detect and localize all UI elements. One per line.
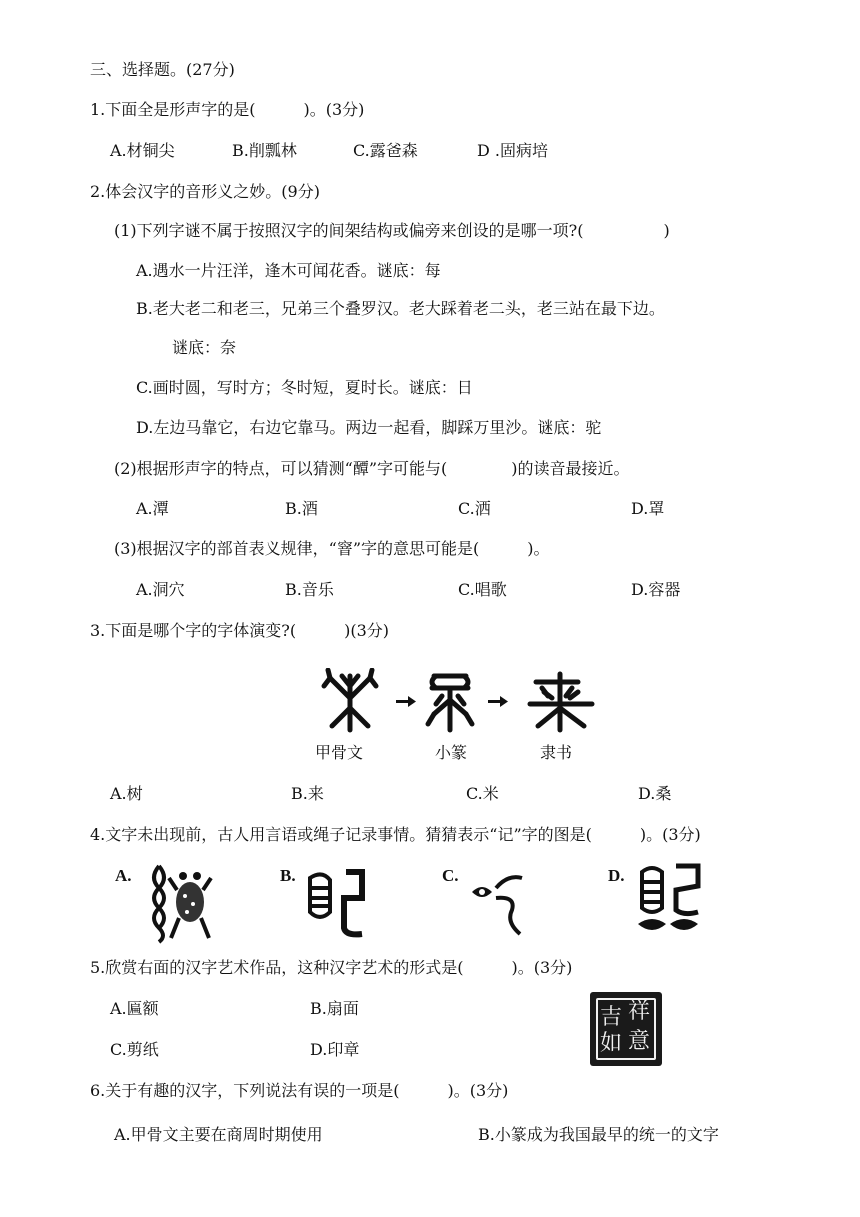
q6-option-b[interactable]: B.小篆成为我国最早的统一的文字 xyxy=(478,1125,719,1144)
q2-sub1-option-b[interactable]: B.老大老二和老三，兄弟三个叠罗汉。老大踩着老二头，老三站在最下边。 xyxy=(136,299,665,318)
q4-picture-label-b[interactable]: B. xyxy=(280,866,296,885)
q4-picture-d-mouth-knot[interactable] xyxy=(632,862,704,944)
q2-sub2-option-a[interactable]: A.潭 xyxy=(136,499,169,518)
question-5-stem: 5.欣赏右面的汉字艺术作品，这种汉字艺术的形式是( )。(3分) xyxy=(90,958,573,977)
q2-sub2-option-d[interactable]: D.罩 xyxy=(631,499,665,518)
q3-option-c[interactable]: C.米 xyxy=(466,784,499,803)
q5-option-b[interactable]: B.扇面 xyxy=(310,999,359,1018)
question-4-stem: 4.文字未出现前，古人用言语或绳子记录事情。猜猜表示“记”字的图是( )。(3分) xyxy=(90,825,701,844)
q4-picture-b-knot[interactable] xyxy=(300,866,370,942)
seal-char: 祥 xyxy=(628,999,651,1024)
q2-sub3-option-b[interactable]: B.音乐 xyxy=(285,580,334,599)
q2-sub2-option-c[interactable]: C.洒 xyxy=(458,499,491,518)
arrow-icon xyxy=(488,696,508,707)
frog-icon xyxy=(169,872,211,938)
evolution-label-small-seal: 小篆 xyxy=(435,743,468,762)
q2-sub1-option-b-answer: 谜底：奈 xyxy=(172,338,237,357)
q6-option-a[interactable]: A.甲骨文主要在商周时期使用 xyxy=(114,1125,323,1144)
question-3-stem: 3.下面是哪个字的字体演变?( )(3分) xyxy=(90,621,389,640)
seal-artwork xyxy=(590,992,662,1066)
q2-sub2-option-b[interactable]: B.酒 xyxy=(285,499,318,518)
script-evolution-figure xyxy=(316,668,606,734)
q1-option-c[interactable]: C.露爸森 xyxy=(353,141,418,160)
section-title: 三、选择题。(27分) xyxy=(90,60,235,79)
q2-sub2-stem: (2)根据形声字的特点，可以猜测“醰”字可能与( )的读音最接近。 xyxy=(114,459,630,478)
question-1-stem: 1.下面全是形声字的是( )。(3分) xyxy=(90,100,365,119)
question-2-stem: 2.体会汉字的音形义之妙。(9分) xyxy=(90,182,320,201)
q4-picture-a-frog-rope[interactable] xyxy=(145,862,215,944)
q2-sub3-option-d[interactable]: D.容器 xyxy=(631,580,681,599)
evolution-label-clerical: 隶书 xyxy=(540,743,573,762)
q5-option-c[interactable]: C.剪纸 xyxy=(110,1040,159,1059)
q1-option-d[interactable]: D .固病培 xyxy=(477,141,549,160)
q4-picture-label-a[interactable]: A. xyxy=(115,866,132,885)
q2-sub1-option-d[interactable]: D.左边马靠它，右边它靠马。两边一起看，脚踩万里沙。谜底：驼 xyxy=(136,418,602,437)
q4-picture-label-d[interactable]: D. xyxy=(608,866,625,885)
arrow-icon xyxy=(396,696,416,707)
q2-sub1-option-a[interactable]: A.遇水一片汪洋，逢木可闻花香。谜底：每 xyxy=(136,261,441,280)
seal-char: 如 xyxy=(600,1031,623,1056)
q2-sub1-stem: (1)下列字谜不属于按照汉字的间架结构或偏旁来创设的是哪一项?( ) xyxy=(114,221,670,240)
q1-option-b[interactable]: B.削瓢林 xyxy=(232,141,297,160)
q5-option-d[interactable]: D.印章 xyxy=(310,1040,360,1059)
q3-option-b[interactable]: B.来 xyxy=(291,784,324,803)
q2-sub3-option-a[interactable]: A.洞穴 xyxy=(136,580,185,599)
q5-option-a[interactable]: A.匾额 xyxy=(110,999,159,1018)
q4-picture-label-c[interactable]: C. xyxy=(442,866,459,885)
seal-char: 意 xyxy=(628,1029,651,1054)
clerical-glyph xyxy=(530,674,592,730)
small-seal-glyph xyxy=(428,676,472,730)
q2-sub1-option-c[interactable]: C.画时圆，写时方；冬时短，夏时长。谜底：日 xyxy=(136,378,473,397)
seal-char: 吉 xyxy=(600,1005,623,1030)
q2-sub3-stem: (3)根据汉字的部首表义规律，“窨”字的意思可能是( )。 xyxy=(114,539,550,558)
q4-picture-c-mouth-sound[interactable] xyxy=(462,866,532,942)
q3-option-d[interactable]: D.桑 xyxy=(638,784,672,803)
q3-option-a[interactable]: A.树 xyxy=(110,784,143,803)
oracle-bone-glyph xyxy=(324,670,376,730)
q2-sub3-option-c[interactable]: C.唱歌 xyxy=(458,580,507,599)
q1-option-a[interactable]: A.材铜尖 xyxy=(110,141,175,160)
question-6-stem: 6.关于有趣的汉字，下列说法有误的一项是( )。(3分) xyxy=(90,1081,509,1100)
evolution-label-oracle: 甲骨文 xyxy=(315,743,364,762)
